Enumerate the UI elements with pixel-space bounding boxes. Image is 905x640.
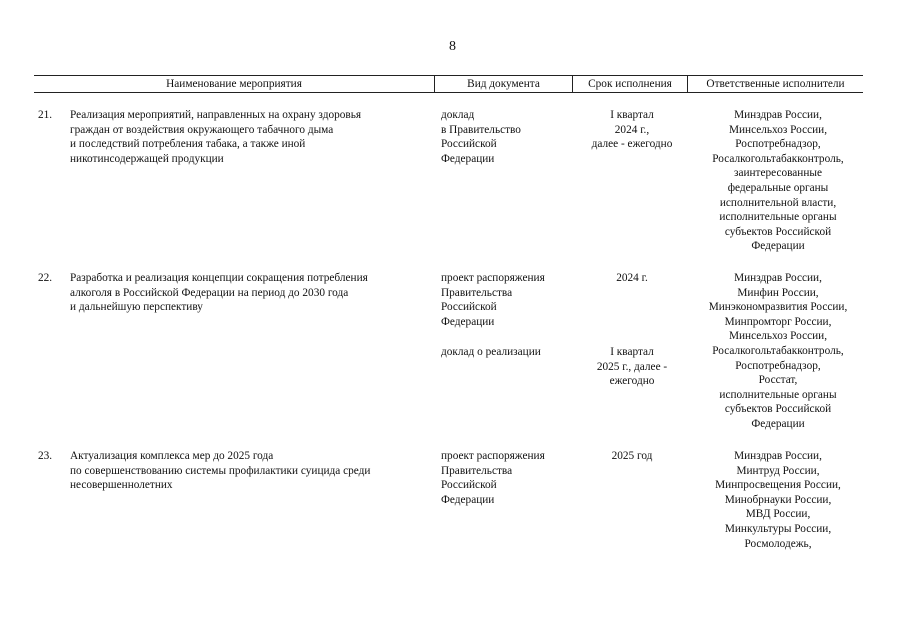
row-name: Разработка и реализация концепции сокращения потребления алкоголя в Российской Федерации на период до 2030 года и дальнейшую перспективу <box>70 272 368 314</box>
row-name: Актуализация комплекса мер до 2025 года по совершенствованию системы профилактики суицида среди несовершеннолетних <box>70 450 371 492</box>
row-responsible: Минздрав России, Минсельхоз России, Роспотребнадзор, Росалкогольтабакконтроль, заинтересованные федеральные органы исполнительной власти, исполнительные органы субъектов Российской Федерации <box>712 109 844 253</box>
row-document-report: доклад о реализации <box>441 346 541 358</box>
row-document: проект распоряжения Правительства Российской Федерации <box>441 450 545 506</box>
row-responsible: Минздрав России, Минтруд России, Минпросвещения России, Минобрнауки России, МВД России, Минкультуры России, Росмолодежь, <box>715 450 841 550</box>
table-header-bottom-rule <box>34 92 863 93</box>
row-term: 2024 г. <box>616 272 648 284</box>
row-term: I квартал 2024 г., далее - ежегодно <box>591 109 673 151</box>
row-number: 22. <box>38 272 53 284</box>
header-resp: Ответственные исполнители <box>706 78 845 90</box>
row-number: 21. <box>38 109 53 121</box>
table-top-rule <box>34 75 863 76</box>
header-term: Срок исполнения <box>588 78 672 90</box>
header-doc: Вид документа <box>467 78 540 90</box>
row-document: доклад в Правительство Российской Федерации <box>441 109 521 165</box>
page-number: 8 <box>449 39 456 54</box>
row-number: 23. <box>38 450 53 462</box>
row-term: 2025 год <box>611 450 653 462</box>
header-name: Наименование мероприятия <box>166 78 302 90</box>
row-document: проект распоряжения Правительства Российской Федерации <box>441 272 545 328</box>
row-name: Реализация мероприятий, направленных на охрану здоровья граждан от воздействия окружающего табачного дыма и последствий потребления табака, а также иной никотинсодержащей продукции <box>70 109 362 165</box>
row-term-report: I квартал 2025 г., далее - ежегодно <box>596 346 668 388</box>
row-responsible: Минздрав России, Минфин России, Минэкономразвития России, Минпромторг России, Минсельхоз России, Росалкогольтабакконтроль, Роспотребнадзор, Росстат, исполнительные органы субъектов Российской Федерации <box>708 272 848 430</box>
